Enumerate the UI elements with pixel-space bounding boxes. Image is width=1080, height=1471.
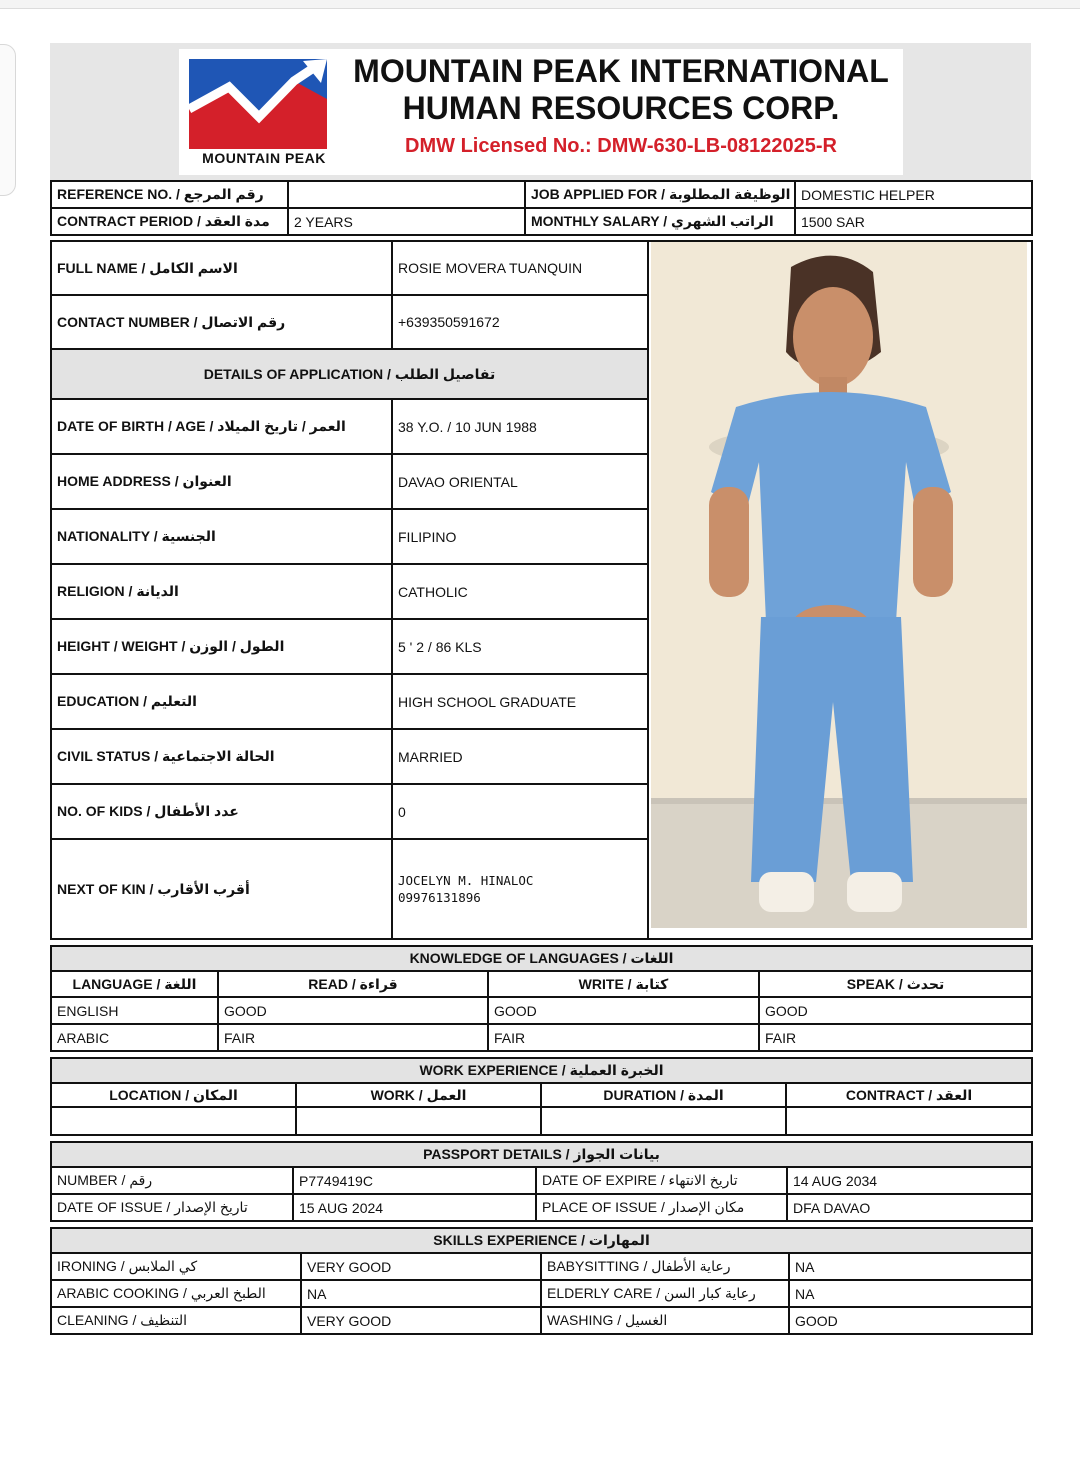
language-read: FAIR (218, 1024, 488, 1051)
passport-expire-value: 14 AUG 2034 (787, 1167, 1032, 1194)
work-heading: WORK EXPERIENCE / الخبرة العملية (51, 1058, 1032, 1083)
passport-issue-value: 15 AUG 2024 (293, 1194, 536, 1221)
next-of-kin-name: JOCELYN M. HINALOC (398, 873, 534, 888)
work-col-header: WORK / العمل (296, 1083, 541, 1107)
passport-place-value: DFA DAVAO (787, 1194, 1032, 1221)
height-weight-label: HEIGHT / WEIGHT / الطول / الوزن (51, 619, 392, 674)
skill-value: GOOD (789, 1307, 1032, 1334)
read-col-header: READ / قراءة (218, 971, 488, 997)
work-location-cell (51, 1107, 296, 1135)
company-banner (179, 49, 903, 175)
contract-value: 2 YEARS (288, 208, 525, 235)
passport-number-value: P7749419C (293, 1167, 536, 1194)
speak-col-header: SPEAK / تحدث (759, 971, 1032, 997)
skill-label: CLEANING / التنظيف (51, 1307, 301, 1334)
skills-row (51, 1307, 1032, 1334)
skills-heading: SKILLS EXPERIENCE / المهارات (51, 1228, 1032, 1253)
skill-label: ARABIC COOKING / الطبخ العربي (51, 1280, 301, 1307)
license-number: DMW Licensed No.: DMW-630-LB-08122025-R (405, 135, 837, 157)
work-type-cell (296, 1107, 541, 1135)
work-experience-table (50, 1057, 1033, 1136)
passport-place-label: PLACE OF ISSUE / مكان الإصدار (536, 1194, 787, 1221)
language-write: GOOD (488, 997, 759, 1024)
full-name-label: FULL NAME / الاسم الكامل (51, 241, 392, 295)
next-of-kin-label: NEXT OF KIN / أقرب الأقارب (51, 839, 392, 939)
nationality-label: NATIONALITY / الجنسية (51, 509, 392, 564)
language-row (51, 1024, 1032, 1051)
applicant-photo (651, 242, 1027, 928)
contact-value: +639350591672 (392, 295, 648, 349)
reference-value (288, 181, 525, 208)
work-duration-cell (541, 1107, 786, 1135)
full-name-value: ROSIE MOVERA TUANQUIN (392, 241, 648, 295)
skill-value: NA (301, 1280, 541, 1307)
skill-value: VERY GOOD (301, 1307, 541, 1334)
work-row-empty (51, 1107, 1032, 1135)
passport-heading: PASSPORT DETAILS / بيانات الجواز (51, 1142, 1032, 1167)
next-of-kin-phone: 09976131896 (398, 890, 481, 905)
skill-value: NA (789, 1253, 1032, 1280)
skill-label: ELDERLY CARE / رعاية كبار السن (541, 1280, 789, 1307)
company-name-line2: HUMAN RESOURCES CORP. (402, 90, 840, 126)
language-name: ARABIC (51, 1024, 218, 1051)
nationality-value: FILIPINO (392, 509, 648, 564)
logo-text: MOUNTAIN PEAK (202, 150, 326, 166)
contact-label: CONTACT NUMBER / رقم الاتصال (51, 295, 392, 349)
skills-table (50, 1227, 1033, 1335)
language-col-header: LANGUAGE / اللغة (51, 971, 218, 997)
education-value: HIGH SCHOOL GRADUATE (392, 674, 648, 729)
job-label: JOB APPLIED FOR / الوظيفة المطلوبة (525, 181, 795, 208)
passport-table (50, 1141, 1033, 1222)
work-contract-cell (786, 1107, 1032, 1135)
passport-expire-label: DATE OF EXPIRE / تاريخ الانتهاء (536, 1167, 787, 1194)
languages-heading: KNOWLEDGE OF LANGUAGES / اللغات (51, 946, 1032, 971)
education-label: EDUCATION / التعليم (51, 674, 392, 729)
civil-status-value: MARRIED (392, 729, 648, 784)
religion-label: RELIGION / الديانة (51, 564, 392, 619)
dob-value: 38 Y.O. / 10 JUN 1988 (392, 399, 648, 454)
side-panel-handle[interactable] (0, 44, 16, 196)
height-weight-value: 5 ' 2 / 86 KLS (392, 619, 648, 674)
write-col-header: WRITE / كتابة (488, 971, 759, 997)
language-row (51, 997, 1032, 1024)
skill-label: WASHING / الغسيل (541, 1307, 789, 1334)
passport-number-label: NUMBER / رقم (51, 1167, 293, 1194)
skills-row (51, 1253, 1032, 1280)
language-speak: FAIR (759, 1024, 1032, 1051)
top-bar (0, 0, 1080, 9)
header (50, 43, 1031, 180)
skill-label: IRONING / كي الملابس (51, 1253, 301, 1280)
language-read: GOOD (218, 997, 488, 1024)
dob-label: DATE OF BIRTH / AGE / العمر / تاريخ الميلاد (51, 399, 392, 454)
language-write: FAIR (488, 1024, 759, 1051)
religion-value: CATHOLIC (392, 564, 648, 619)
location-col-header: LOCATION / المكان (51, 1083, 296, 1107)
languages-table (50, 945, 1033, 1052)
salary-value: 1500 SAR (795, 208, 1032, 235)
cv-document (50, 43, 1031, 1335)
kids-value: 0 (392, 784, 648, 839)
contract-label: CONTRACT PERIOD / مدة العقد (51, 208, 288, 235)
address-label: HOME ADDRESS / العنوان (51, 454, 392, 509)
skills-row (51, 1280, 1032, 1307)
civil-status-label: CIVIL STATUS / الحالة الاجتماعية (51, 729, 392, 784)
company-logo (189, 59, 327, 169)
reference-label: REFERENCE NO. / رقم المرجع (51, 181, 288, 208)
company-name (339, 53, 903, 127)
address-value: DAVAO ORIENTAL (392, 454, 648, 509)
details-heading: DETAILS OF APPLICATION / تفاصيل الطلب (51, 349, 648, 399)
duration-col-header: DURATION / المدة (541, 1083, 786, 1107)
passport-issue-label: DATE OF ISSUE / تاريخ الإصدار (51, 1194, 293, 1221)
language-name: ENGLISH (51, 997, 218, 1024)
kids-label: NO. OF KIDS / عدد الأطفال (51, 784, 392, 839)
company-name-line1: MOUNTAIN PEAK INTERNATIONAL (353, 53, 889, 89)
salary-label: MONTHLY SALARY / الراتب الشهري (525, 208, 795, 235)
top-info-table (50, 180, 1033, 236)
job-value: DOMESTIC HELPER (795, 181, 1032, 208)
skill-value: VERY GOOD (301, 1253, 541, 1280)
skill-label: BABYSITTING / رعاية الأطفال (541, 1253, 789, 1280)
next-of-kin-value (392, 839, 648, 939)
language-speak: GOOD (759, 997, 1032, 1024)
skill-value: NA (789, 1280, 1032, 1307)
contract-col-header: CONTRACT / العقد (786, 1083, 1032, 1107)
